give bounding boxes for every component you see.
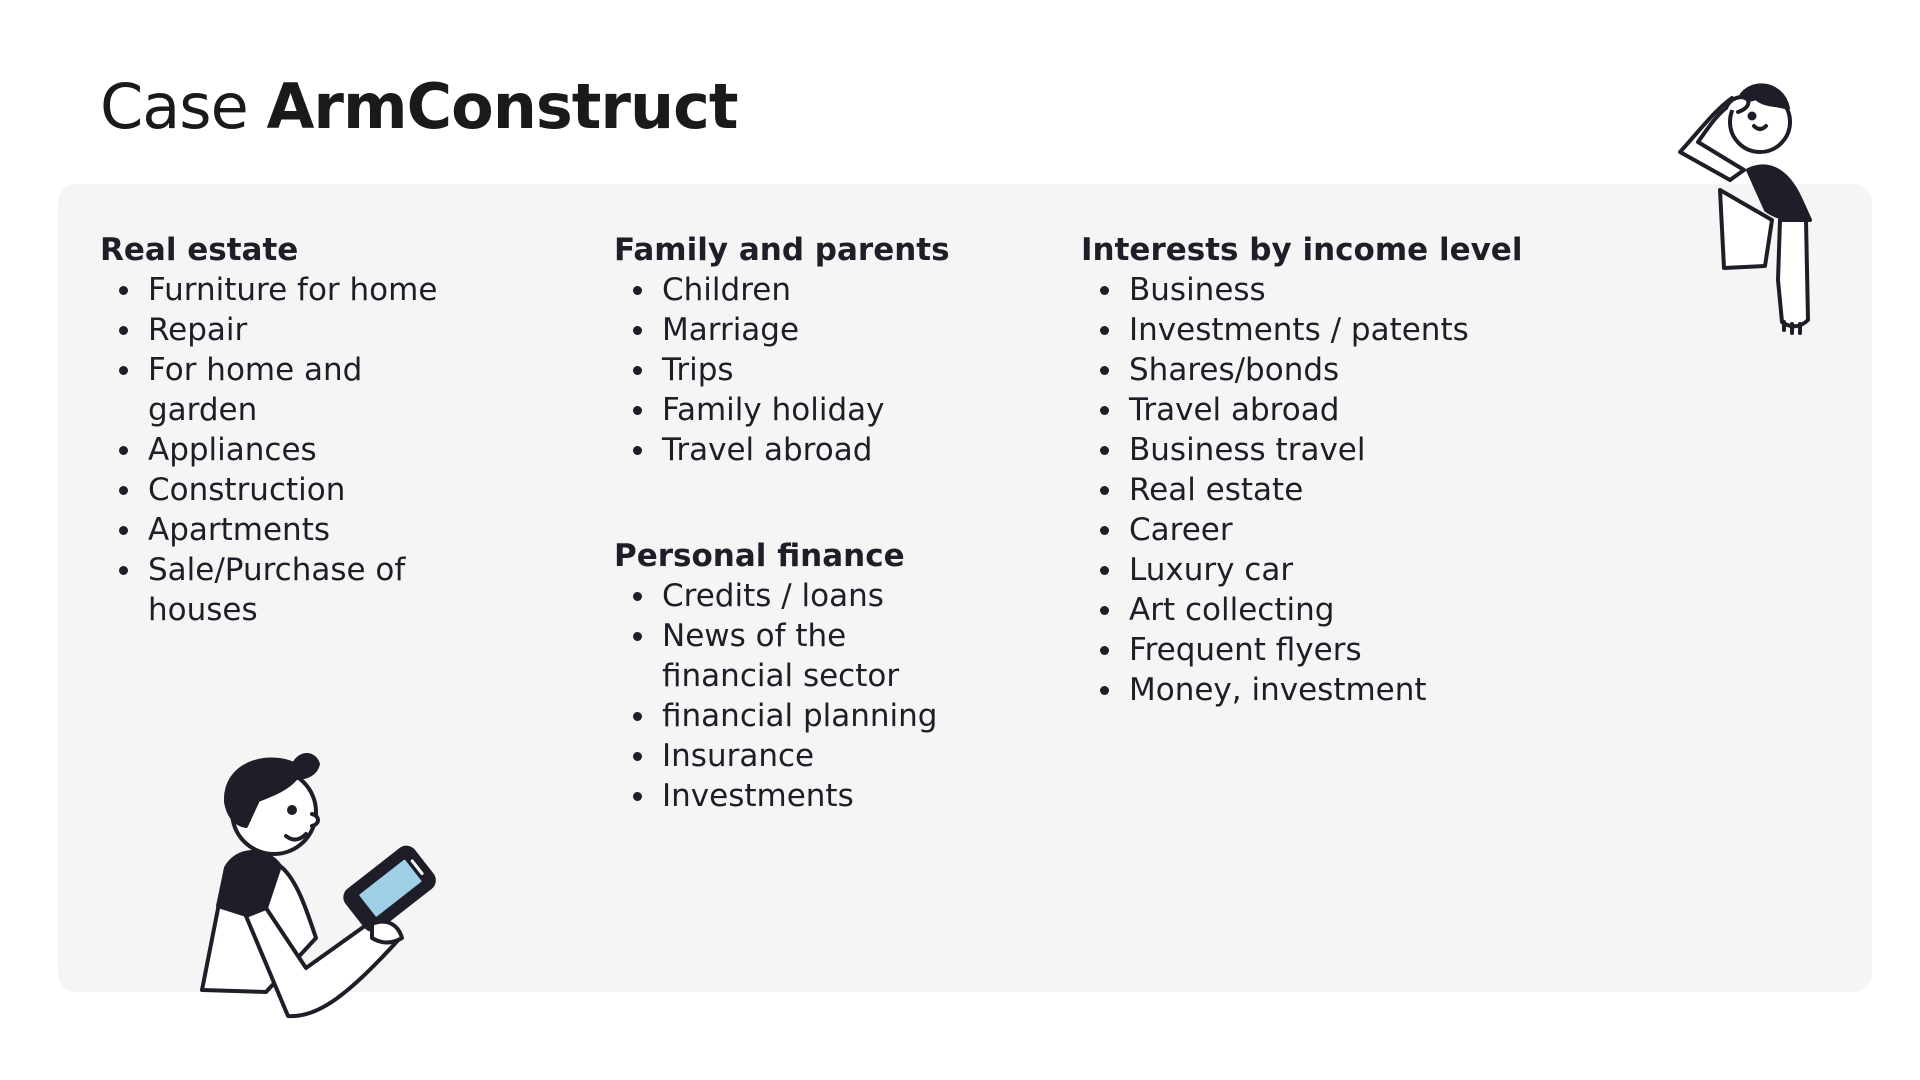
title-case-name: ArmConstruct (266, 70, 738, 143)
list-item: Shares/bonds (1081, 350, 1601, 390)
interests-list (1081, 270, 1601, 710)
column-family-finance (614, 230, 1034, 816)
personal-finance-group (614, 536, 1034, 816)
list-item: Business travel (1081, 430, 1601, 470)
list-item: Trips (614, 350, 1034, 390)
page-title (100, 70, 738, 143)
title-prefix: Case (100, 70, 248, 143)
section-heading-family: Family and parents (614, 232, 950, 268)
list-item: Money, investment (1081, 670, 1601, 710)
list-item: Business (1081, 270, 1601, 310)
section-heading-interests: Interests by income level (1081, 232, 1523, 268)
list-item: Travel abroad (614, 430, 1034, 470)
column-real-estate (100, 230, 500, 630)
list-item: For home and garden (100, 350, 378, 430)
family-list (614, 270, 1034, 470)
list-item: Investments / patents (1081, 310, 1601, 350)
list-item: Repair (100, 310, 500, 350)
list-item: Appliances (100, 430, 500, 470)
list-item: Family holiday (614, 390, 1034, 430)
list-item: Construction (100, 470, 500, 510)
list-item: Insurance (614, 736, 1034, 776)
list-item: Sale/Purchase of houses (100, 550, 428, 630)
list-item: Real estate (1081, 470, 1601, 510)
list-item: Children (614, 270, 1034, 310)
person-thinking-illustration (1660, 70, 1820, 340)
column-interests (1081, 230, 1601, 710)
list-item: Credits / loans (614, 576, 1034, 616)
section-heading-real-estate: Real estate (100, 232, 299, 268)
list-item: Investments (614, 776, 1034, 816)
list-item: Frequent flyers (1081, 630, 1601, 670)
list-item: Art collecting (1081, 590, 1601, 630)
list-item: Luxury car (1081, 550, 1601, 590)
list-item: Furniture for home (100, 270, 500, 310)
person-with-phone-illustration (196, 748, 456, 1028)
list-item: Apartments (100, 510, 500, 550)
list-item: News of the financial sector (614, 616, 922, 696)
list-item: Marriage (614, 310, 1034, 350)
list-item: Travel abroad (1081, 390, 1601, 430)
section-heading-personal-finance: Personal finance (614, 538, 905, 574)
real-estate-list (100, 270, 500, 630)
list-item: financial planning (614, 696, 1034, 736)
list-item: Career (1081, 510, 1601, 550)
personal-finance-list (614, 576, 1034, 816)
